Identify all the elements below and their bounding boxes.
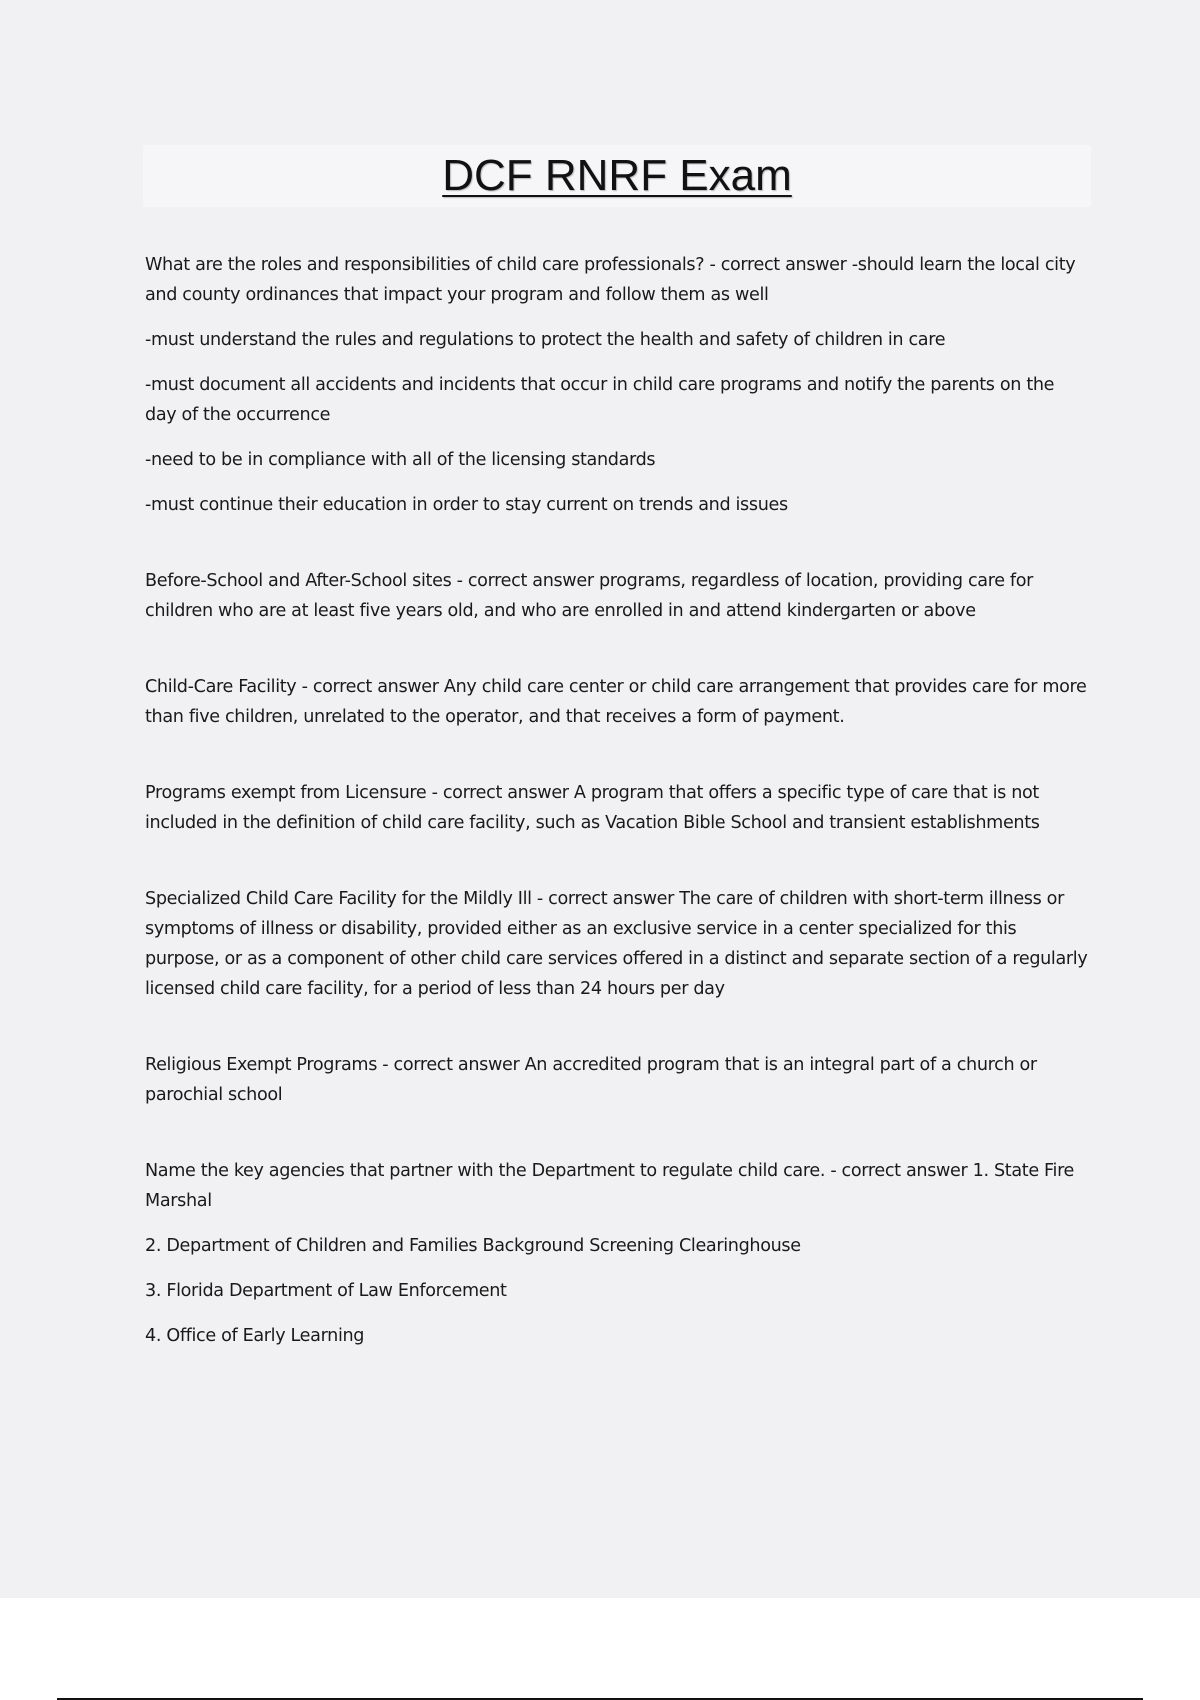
paragraph-roles-education: -must continue their education in order to stay current on trends and issues bbox=[145, 495, 788, 515]
paragraph-mildly-ill: Specialized Child Care Facility for the Mildly Ill - correct answer The care of children with short-term illness or symptoms of illness or disability, provided either as an exclusive service in a center specialized for this purpose, or as a component of other child care services offered in a distinct and separate section of a regularly licensed child care facility, for a period of less than 24 hours per day bbox=[145, 889, 1088, 999]
paragraph-agency-3: 3. Florida Department of Law Enforcement bbox=[145, 1281, 507, 1301]
paragraph-before-after-school: Before-School and After-School sites - correct answer programs, regardless of location, providing care for children who are at least five years old, and who are enrolled in and attend kindergarten or above bbox=[145, 571, 1034, 621]
paragraph-religious-exempt: Religious Exempt Programs - correct answer An accredited program that is an integral part of a church or parochial school bbox=[145, 1055, 1037, 1105]
paragraph-exempt-licensure: Programs exempt from Licensure - correct answer A program that offers a specific type of care that is not included in the definition of child care facility, such as Vacation Bible School and transient establishments bbox=[145, 783, 1040, 833]
paragraph-roles-document: -must document all accidents and incidents that occur in child care programs and notify the parents on the day of the occurrence bbox=[145, 375, 1055, 425]
paragraph-roles: What are the roles and responsibilities of child care professionals? - correct answer -should learn the local city and county ordinances that impact your program and follow them as well bbox=[145, 255, 1076, 305]
paragraph-roles-compliance: -need to be in compliance with all of the licensing standards bbox=[145, 450, 656, 470]
document-body bbox=[145, 250, 1090, 1366]
paragraph-agency-4: 4. Office of Early Learning bbox=[145, 1326, 365, 1346]
paragraph-roles-rules: -must understand the rules and regulations to protect the health and safety of children in care bbox=[145, 330, 946, 350]
paragraph-agency-2: 2. Department of Children and Families Background Screening Clearinghouse bbox=[145, 1236, 801, 1256]
paragraph-child-care-facility: Child-Care Facility - correct answer Any child care center or child care arrangement that provides care for more than five children, unrelated to the operator, and that receives a form of payment. bbox=[145, 677, 1087, 727]
title-band bbox=[143, 145, 1091, 207]
page-title: DCF RNRF Exam bbox=[442, 151, 792, 200]
paragraph-key-agencies: Name the key agencies that partner with the Department to regulate child care. - correct answer 1. State Fire Marshal bbox=[145, 1161, 1075, 1211]
